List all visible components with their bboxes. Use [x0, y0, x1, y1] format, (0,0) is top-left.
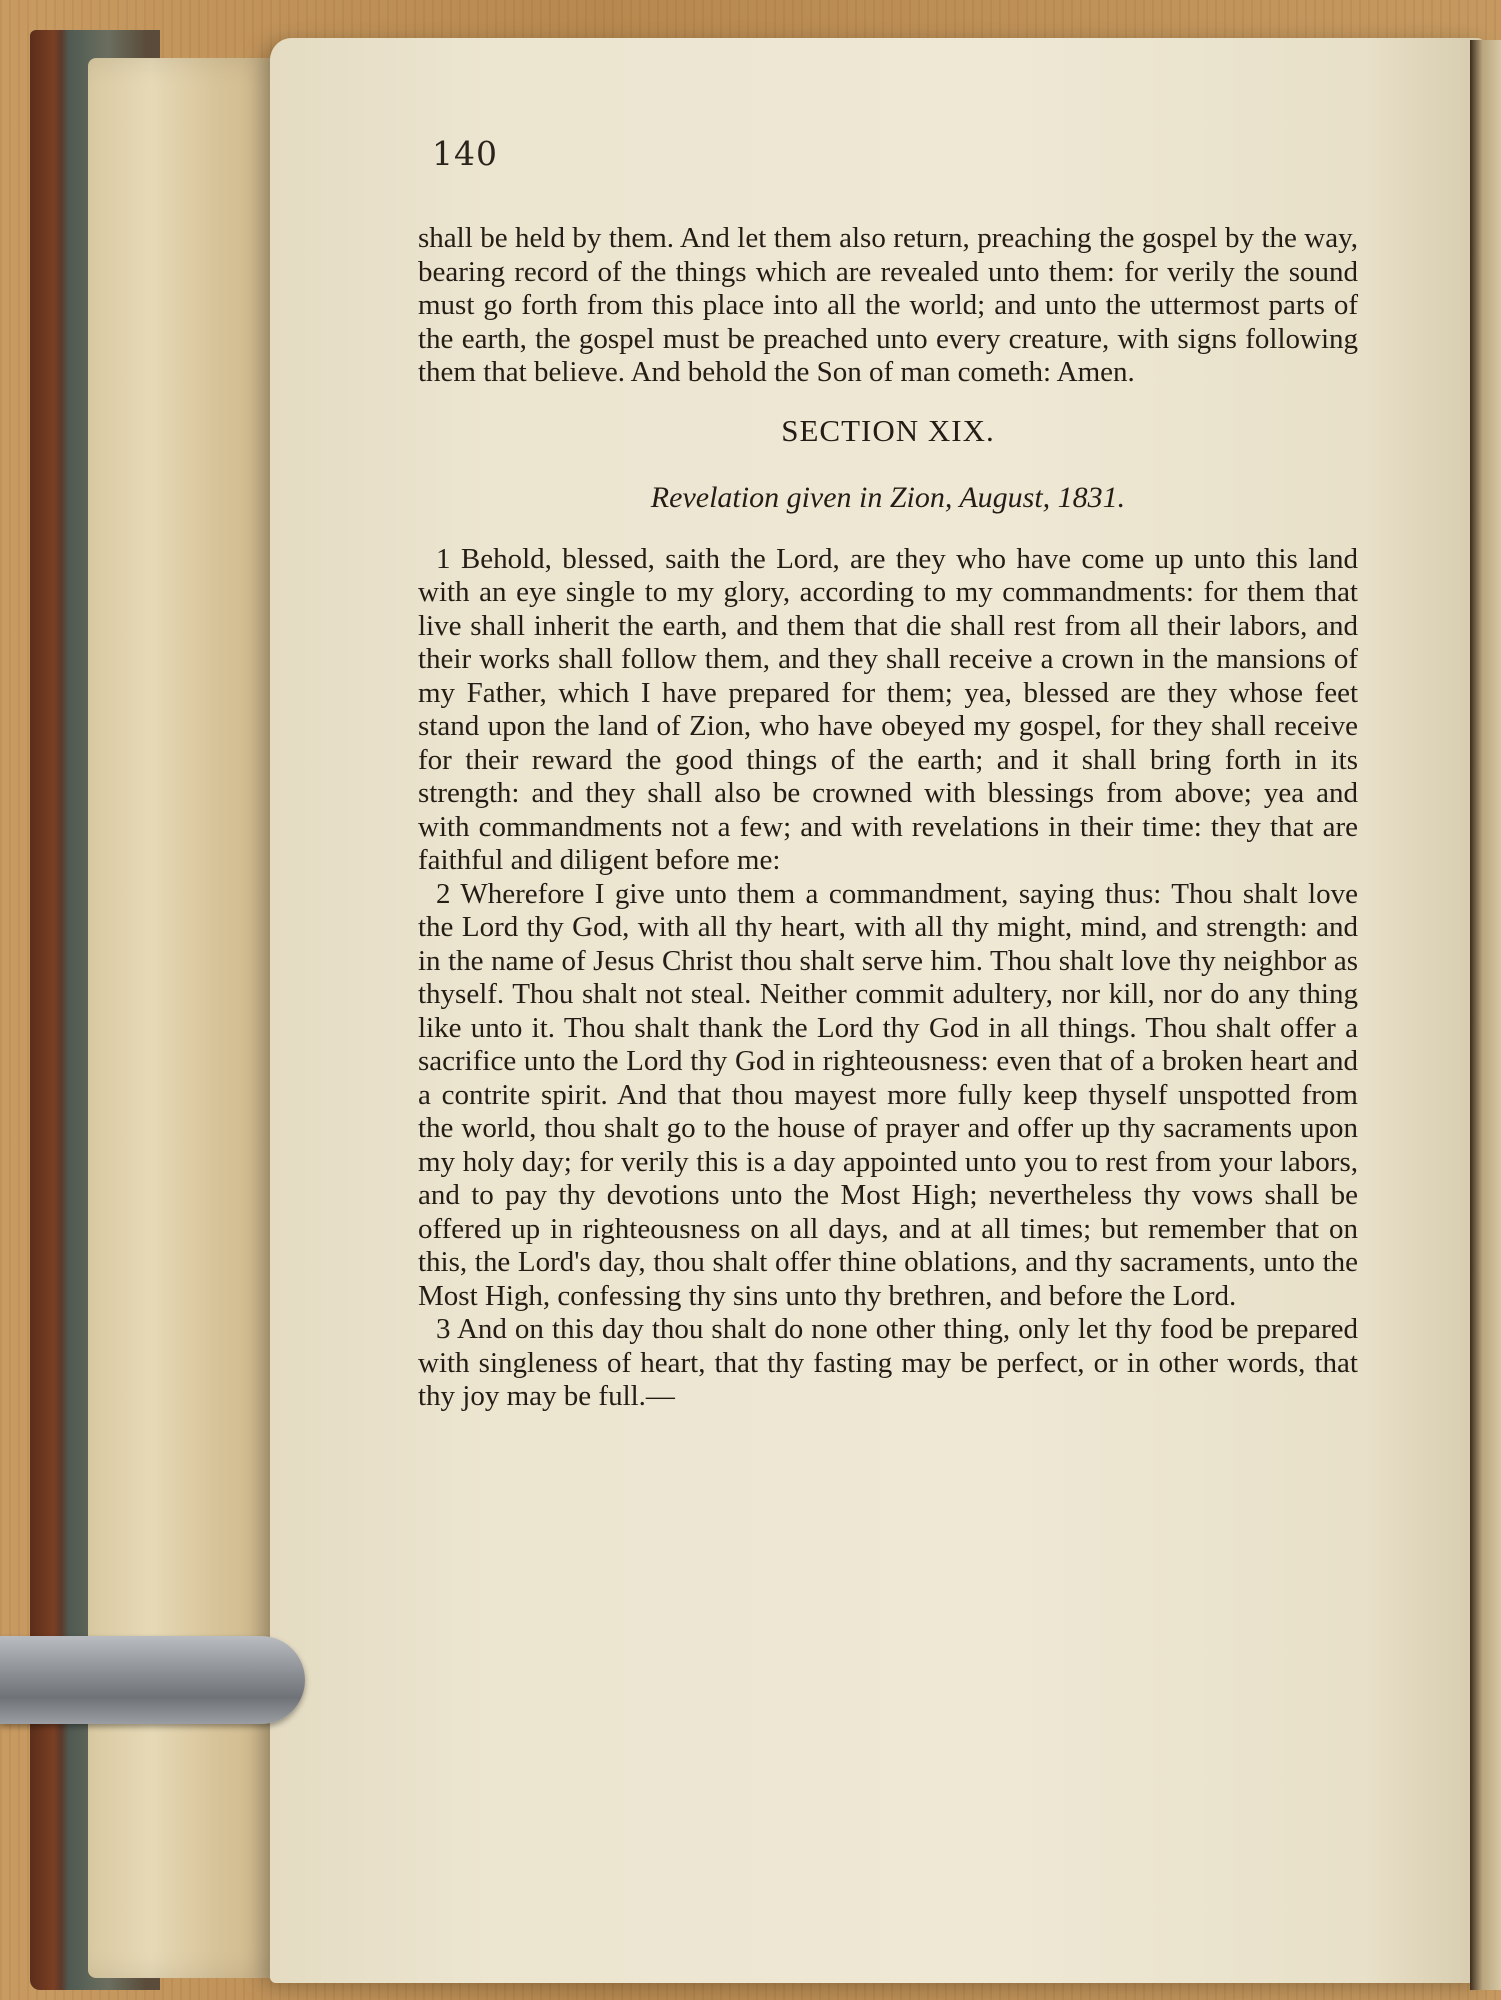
metal-page-clip — [0, 1636, 305, 1724]
opening-paragraph: shall be held by them. And let them also return, preaching the gospel by the way, bearing record of the things which are revealed unto them: for verily the sound must go forth from this place into all the world; and unto the uttermost parts of the earth, the gospel must be preached unto every creature, with signs following them that believe. And behold the Son of man cometh: Amen. — [418, 222, 1358, 388]
section-subtitle: Revelation given in Zion, August, 1831. — [650, 481, 1126, 514]
page-text — [418, 222, 1358, 1414]
verse-text: Behold, blessed, saith the Lord, are they who have come up unto this land with an eye single to my glory, according to my commandments: for them that live shall inherit the earth, and them that die shall rest from all their labors, and their works shall follow them, and they shall receive a crown in the mansions of my Father, which I have prepared for them; yea, blessed are they whose feet stand upon the land of Zion, who have obeyed my gospel, for they shall receive for their reward the good things of the earth; and it shall bring forth in its strength: and they shall also be crowned with blessings from above; yea and with commandments not a few; and with revelations in their time: they that are faithful and diligent before me: — [418, 542, 1359, 876]
verse-text: And on this day thou shalt do none other thing, only let thy food be prepared with singleness of heart, that thy fasting may be perfect, or in other words, that thy joy may be full.— — [418, 1313, 1358, 1412]
page-number: 140 — [432, 134, 498, 173]
verse-1 — [418, 543, 1358, 878]
verse-2 — [418, 878, 1358, 1314]
verse-3 — [418, 1313, 1358, 1414]
verse-number: 1 — [436, 542, 451, 575]
verse-number: 3 — [436, 1313, 451, 1345]
verse-text: Wherefore I give unto them a commandment, saying thus: Thou shalt love the Lord thy God, with all thy heart, with all thy might, mind, and strength: and in the name of Jesus Christ thou shalt serve him. Thou shalt love thy neighbor as thyself. Thou shalt not steal. Neither commit adultery, nor kill, nor do any thing like unto it. Thou shalt thank the Lord thy God in all things. Thou shalt offer a sacrifice unto the Lord thy God in righteousness: even that of a broken heart and a contrite spirit. And that thou mayest more fully keep thyself unspotted from the world, thou shalt go to the house of prayer and offer up thy sacraments upon my holy day; for verily this is a day appointed unto you to rest from your labors, and to pay thy devotions unto the Most High; nevertheless thy vows shall be offered up in righteousness on all days, and at all times; but remember that on this, the Lord's day, thou shalt offer thine oblations, and thy sacraments, unto the Most High, confessing thy sins unto thy brethren, and before the Lord. — [418, 877, 1358, 1312]
verse-number: 2 — [436, 877, 451, 910]
section-title: SECTION XIX. — [781, 412, 995, 448]
facing-page-edge — [1470, 40, 1501, 1990]
